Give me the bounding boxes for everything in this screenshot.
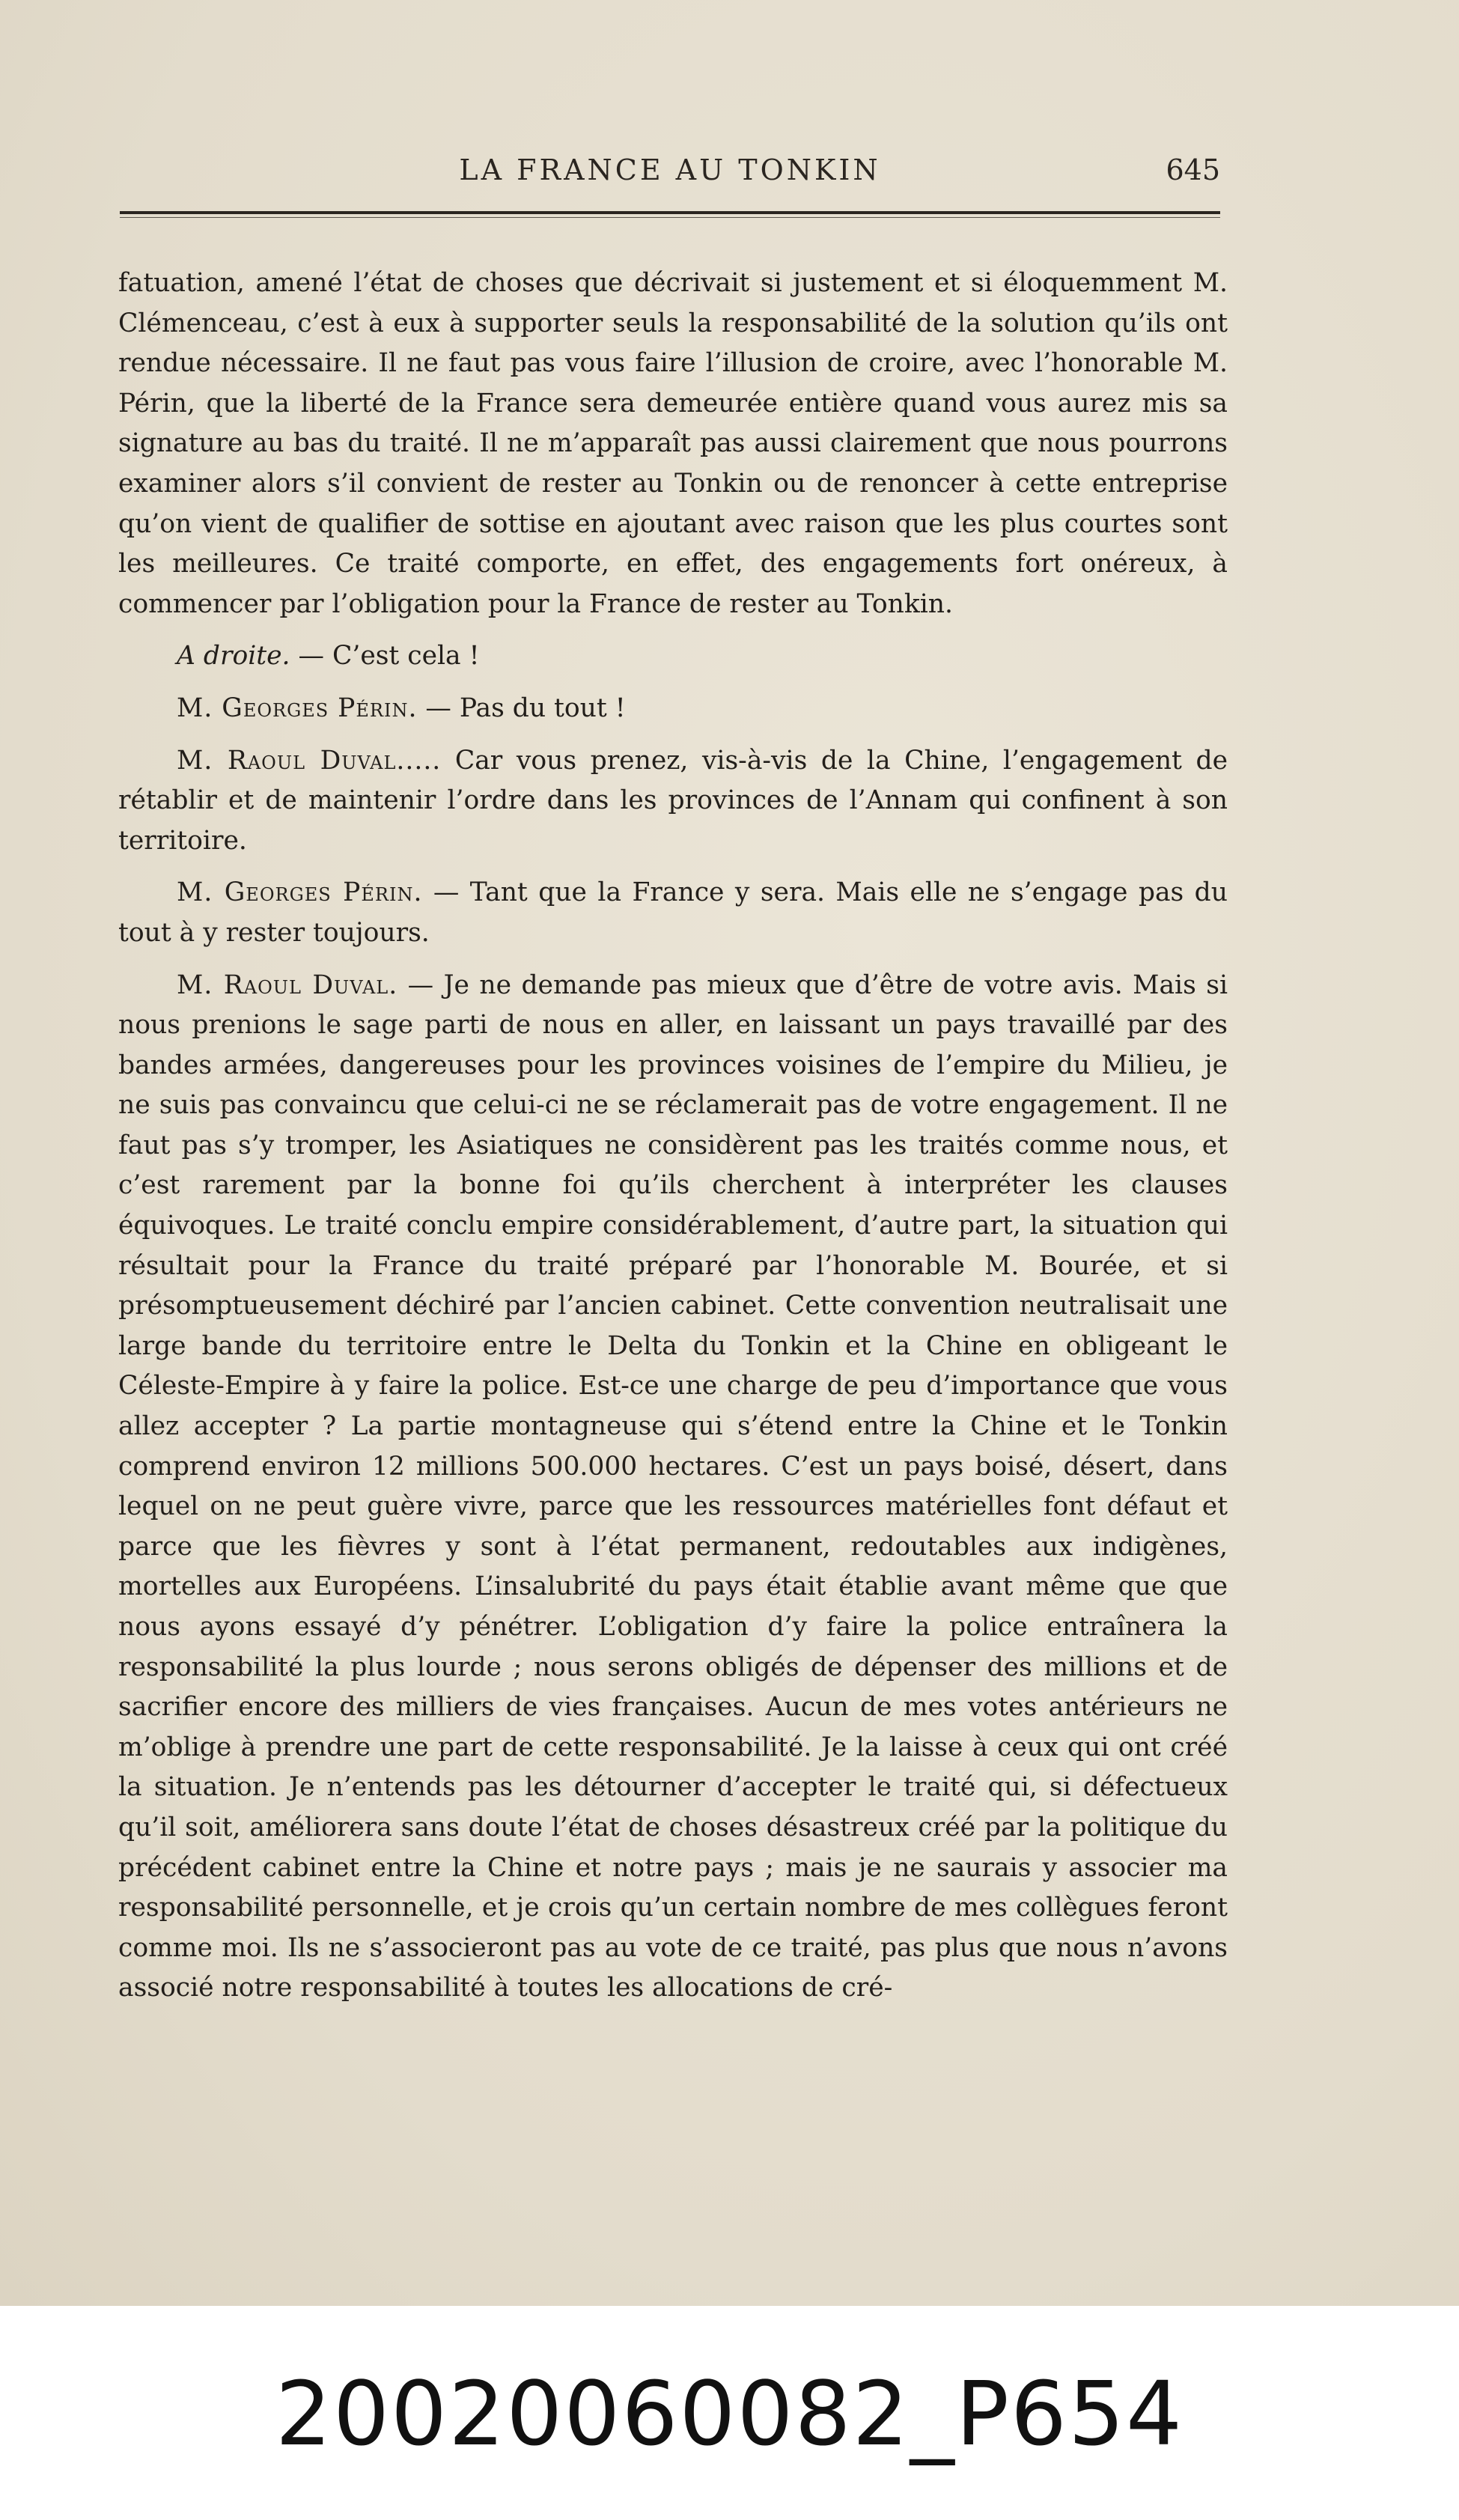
- paragraph-text: Car vous prenez, vis-à-vis de la Chine, l’engagement de rétablir et de maintenir l’ordre dans les provinces de l’Annam qui confinent à son territoire.: [118, 745, 1228, 856]
- speaker-label: M. Raoul Duval.....: [177, 745, 442, 776]
- paragraph-text: — Tant que la France y sera. Mais elle ne s’engage pas du tout à y rester toujours.: [118, 877, 1228, 948]
- paragraph-text: — Pas du tout !: [417, 693, 626, 723]
- paragraph-text: — C’est cela !: [290, 641, 480, 672]
- speaker-label: A droite.: [177, 641, 290, 672]
- speaker-label: M. Raoul Duval.: [177, 970, 398, 1000]
- scan-identifier: 20020060082_P654: [275, 2362, 1184, 2465]
- running-header: [120, 153, 1220, 198]
- paragraph-duval-1: [118, 741, 1228, 862]
- speaker-label: M. Georges Périn.: [177, 877, 423, 908]
- paragraph-text: fatuation, amené l’état de choses que décrivait si justement et si éloquemment M. Clémenceau, c’est à eux à supporter seuls la responsabilité de la solution qu’ils ont rendue nécessaire. Il ne faut pas vous faire l’illusion de croire, avec l’honorable M. Périn, que la liberté de la France sera demeurée entière quand vous aurez mis sa signature au bas du traité. Il ne m’apparaît pas aussi clairement que nous pourrons examiner alors s’il convient de rester au Tonkin ou de renoncer à cette entreprise qu’on vient de qualifier de sottise en ajoutant avec raison que les plus courtes sont les meilleures. Ce traité comporte, en effet, des engagements fort onéreux, à commencer par l’obligation pour la France de rester au Tonkin.: [118, 268, 1228, 619]
- paragraph-perin-1: [118, 689, 1228, 729]
- running-title: LA FRANCE AU TONKIN: [459, 153, 881, 186]
- paragraph-continuation: [118, 264, 1228, 624]
- paragraph-text: — Je ne demande pas mieux que d’être de votre avis. Mais si nous prenions le sage parti de nous en aller, en laissant un pays travaillé par des bandes armées, dangereuses pour les provinces voisines de l’empire du Milieu, je ne suis pas convaincu que celui-ci ne se réclamerait pas de votre engagement. Il ne faut pas s’y tromper, les Asiatiques ne considèrent pas les traités comme nous, et c’est rarement par la bonne foi qu’ils cherchent à interpréter les clauses équivoques. Le traité conclu empire considérablement, d’autre part, la situation qui résultait pour la France du traité préparé par l’honorable M. Bourée, et si présomptueusement déchiré par l’ancien cabinet. Cette convention neutralisait une large bande du territoire entre le Delta du Tonkin et la Chine en obligeant le Céleste-Empire à y faire la police. Est-ce une charge de peu d’importance que vous allez accepter ? La partie montagneuse qui s’étend entre la Chine et le Tonkin comprend environ 12 millions 500.000 hectares. C’est un pays boisé, désert, dans lequel on ne peut guère vivre, parce que les ressources matérielles font défaut et parce que les fièvres y sont à l’état permanent, redoutables aux indigènes, mortelles aux Européens. L’insalubrité du pays était établie avant même que que nous ayons essayé d’y pénétrer. L’obligation d’y faire la police entraînera la responsabilité la plus lourde ; nous serons obligés de dépenser des millions et de sacrifier encore des milliers de vies françaises. Aucun de mes votes antérieurs ne m’oblige à prendre une part de cette responsabilité. Je la laisse à ceux qui ont créé la situation. Je n’entends pas les détourner d’accepter le traité qui, si défectueux qu’il soit, améliorera sans doute l’état de choses désastreux créé par la politique du précédent cabinet entre la Chine et notre pays ; mais je ne saurais y associer ma responsabilité personnelle, et je crois qu’un certain nombre de mes collègues feront comme moi. Ils ne s’associeront pas au vote de ce traité, pas plus que nous n’avons associé notre responsabilité à toutes les allocations de cré-: [118, 970, 1228, 2003]
- speaker-label: M. Georges Périn.: [177, 693, 418, 723]
- header-rule: [120, 211, 1220, 214]
- paragraph-interjection: [118, 636, 1228, 677]
- body-text: [118, 264, 1228, 2009]
- paragraph-perin-2: [118, 873, 1228, 953]
- page-number: 645: [1166, 153, 1220, 186]
- paragraph-duval-2: [118, 966, 1228, 2009]
